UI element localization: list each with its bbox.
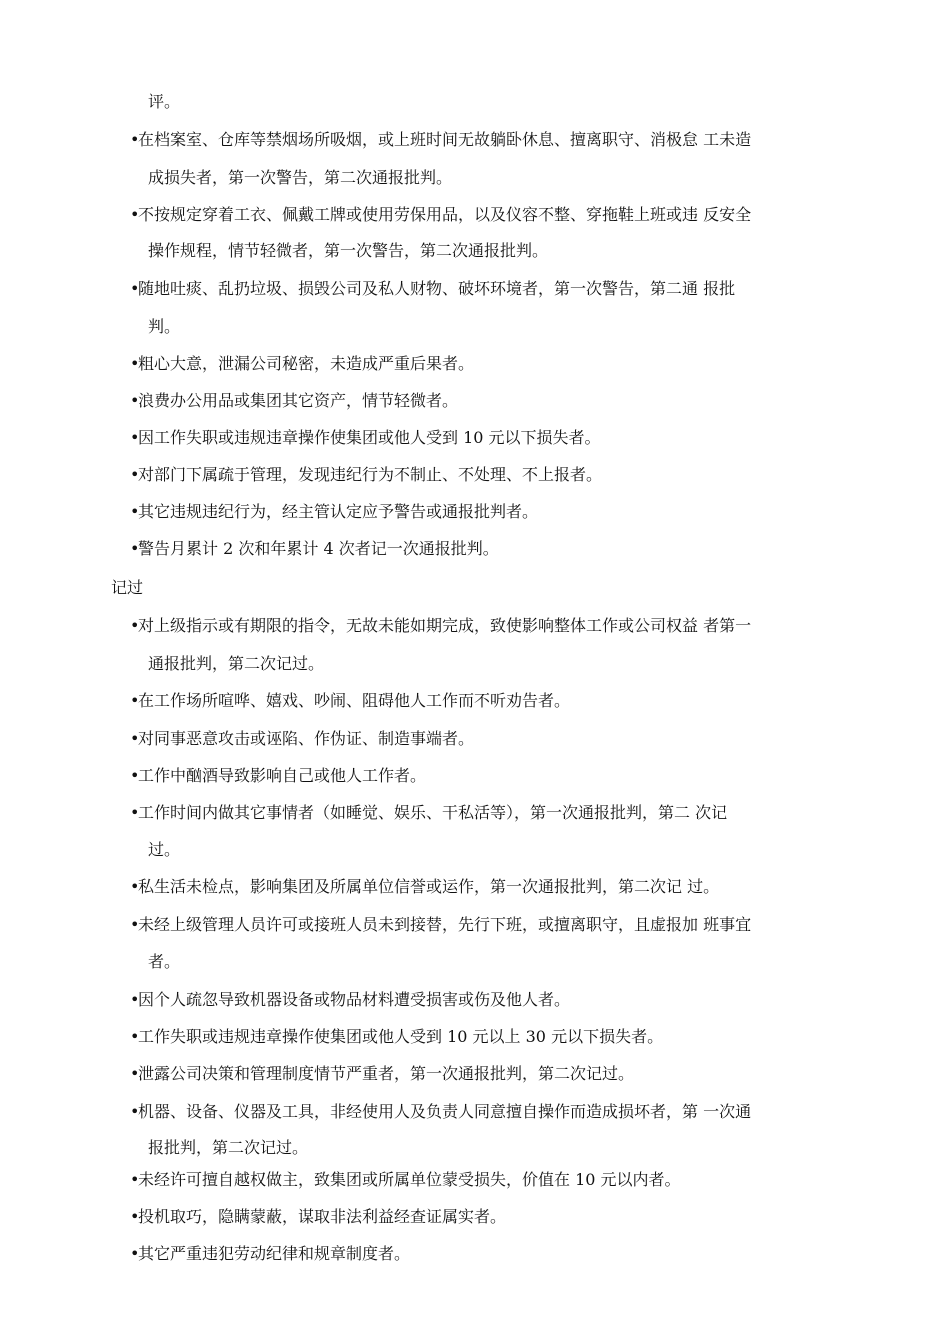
list-item-text: 对同事恶意攻击或诬陷、作伪证、制造事端者。 — [138, 729, 475, 748]
bullet: • — [130, 729, 140, 748]
list-item — [130, 1102, 751, 1122]
list-item — [130, 1207, 506, 1227]
bullet: • — [130, 354, 140, 373]
bullet: • — [130, 428, 140, 447]
bullet: • — [130, 766, 140, 785]
list-item-continuation: 操作规程，情节轻微者，第一次警告，第二次通报批判。 — [148, 241, 549, 260]
list-item-continuation: 判。 — [148, 317, 181, 336]
list-item-text: 在工作场所喧哗、嬉戏、吵闹、阻碍他人工作而不听劝告者。 — [138, 691, 571, 710]
list-item-text: 泄露公司决策和管理制度情节严重者，第一次通报批判，第二次记过。 — [138, 1064, 635, 1083]
list-item — [130, 616, 751, 636]
list-item — [130, 1064, 634, 1084]
list-item-text: 工作中酗酒导致影响自己或他人工作者。 — [138, 766, 427, 785]
bullet: • — [130, 1170, 140, 1189]
list-item — [130, 502, 538, 522]
list-item-continuation: 过。 — [148, 840, 181, 859]
list-item — [130, 428, 601, 448]
list-item-text: 工作失职或违规违章操作使集团或他人受到 10 元以上 30 元以下损失者。 — [138, 1027, 664, 1046]
list-item-text: 警告月累计 2 次和年累计 4 次者记一次通报批判。 — [138, 539, 499, 558]
list-item — [130, 766, 426, 786]
bullet: • — [130, 915, 140, 934]
list-item — [130, 130, 751, 150]
bullet: • — [130, 130, 140, 149]
list-item-text: 工作时间内做其它事情者（如睡觉、娱乐、干私活等），第一次通报批判，第二 次记 — [138, 803, 728, 822]
bullet: • — [130, 691, 140, 710]
list-item — [130, 205, 751, 225]
list-item — [130, 803, 727, 823]
bullet: • — [130, 465, 140, 484]
list-item — [130, 279, 735, 299]
bullet: • — [130, 1244, 140, 1263]
list-item — [130, 539, 499, 559]
list-item-text: 机器、设备、仪器及工具，非经使用人及负责人同意擅自操作而造成损坏者，第 一次通 — [138, 1102, 752, 1121]
list-item — [130, 691, 570, 711]
list-item — [130, 354, 474, 374]
list-item-continuation: 通报批判，第二次记过。 — [148, 654, 325, 673]
list-item — [130, 465, 602, 485]
bullet: • — [130, 616, 140, 635]
section-heading: 记过 — [111, 578, 144, 597]
list-item-continuation: 报批判，第二次记过。 — [148, 1138, 309, 1157]
bullet: • — [130, 391, 140, 410]
list-item — [130, 1244, 410, 1264]
bullet: • — [130, 990, 140, 1009]
list-item-text: 私生活未检点，影响集团及所属单位信誉或运作，第一次通报批判，第二次记 过。 — [138, 877, 720, 896]
list-item — [130, 729, 474, 749]
list-item-text: 未经许可擅自越权做主，致集团或所属单位蒙受损失，价值在 10 元以内者。 — [138, 1170, 681, 1189]
list-item-text: 随地吐痰、乱扔垃圾、损毁公司及私人财物、破坏环境者，第一次警告，第二通 报批 — [138, 279, 736, 298]
list-item-text: 未经上级管理人员许可或接班人员未到接替，先行下班，或擅离职守，且虚报加 班事宜 — [138, 915, 752, 934]
list-item — [130, 990, 570, 1010]
bullet: • — [130, 803, 140, 822]
list-item-text: 粗心大意，泄漏公司秘密，未造成严重后果者。 — [138, 354, 475, 373]
list-item-text: 其它严重违犯劳动纪律和规章制度者。 — [138, 1244, 411, 1263]
list-item-continuation: 成损失者，第一次警告，第二次通报批判。 — [148, 168, 453, 187]
list-item-text: 不按规定穿着工衣、佩戴工牌或使用劳保用品，以及仪容不整、穿拖鞋上班或违 反安全 — [138, 205, 752, 224]
list-item-text: 浪费办公用品或集团其它资产，情节轻微者。 — [138, 391, 459, 410]
list-item-text: 投机取巧，隐瞒蒙蔽，谋取非法利益经查证属实者。 — [138, 1207, 507, 1226]
bullet: • — [130, 205, 140, 224]
bullet: • — [130, 1207, 140, 1226]
list-item-text: 对上级指示或有期限的指令，无故未能如期完成，致使影响整体工作或公司权益 者第一 — [138, 616, 752, 635]
list-item-text: 因个人疏忽导致机器设备或物品材料遭受损害或伤及他人者。 — [138, 990, 571, 1009]
list-item — [130, 877, 719, 897]
list-item — [130, 1170, 681, 1190]
bullet: • — [130, 539, 140, 558]
bullet: • — [130, 1064, 140, 1083]
list-item — [130, 391, 458, 411]
list-item-continuation: 者。 — [148, 952, 181, 971]
list-item-text: 其它违规违纪行为，经主管认定应予警告或通报批判者。 — [138, 502, 539, 521]
bullet: • — [130, 877, 140, 896]
bullet: • — [130, 1102, 140, 1121]
bullet: • — [130, 1027, 140, 1046]
continuation-line: 评。 — [148, 92, 181, 111]
list-item — [130, 915, 751, 935]
list-item-text: 在档案室、仓库等禁烟场所吸烟，或上班时间无故躺卧休息、擅离职守、消极怠 工未造 — [138, 130, 752, 149]
list-item-text: 对部门下属疏于管理，发现违纪行为不制止、不处理、不上报者。 — [138, 465, 603, 484]
bullet: • — [130, 279, 140, 298]
list-item — [130, 1027, 663, 1047]
bullet: • — [130, 502, 140, 521]
list-item-text: 因工作失职或违规违章操作使集团或他人受到 10 元以下损失者。 — [138, 428, 601, 447]
